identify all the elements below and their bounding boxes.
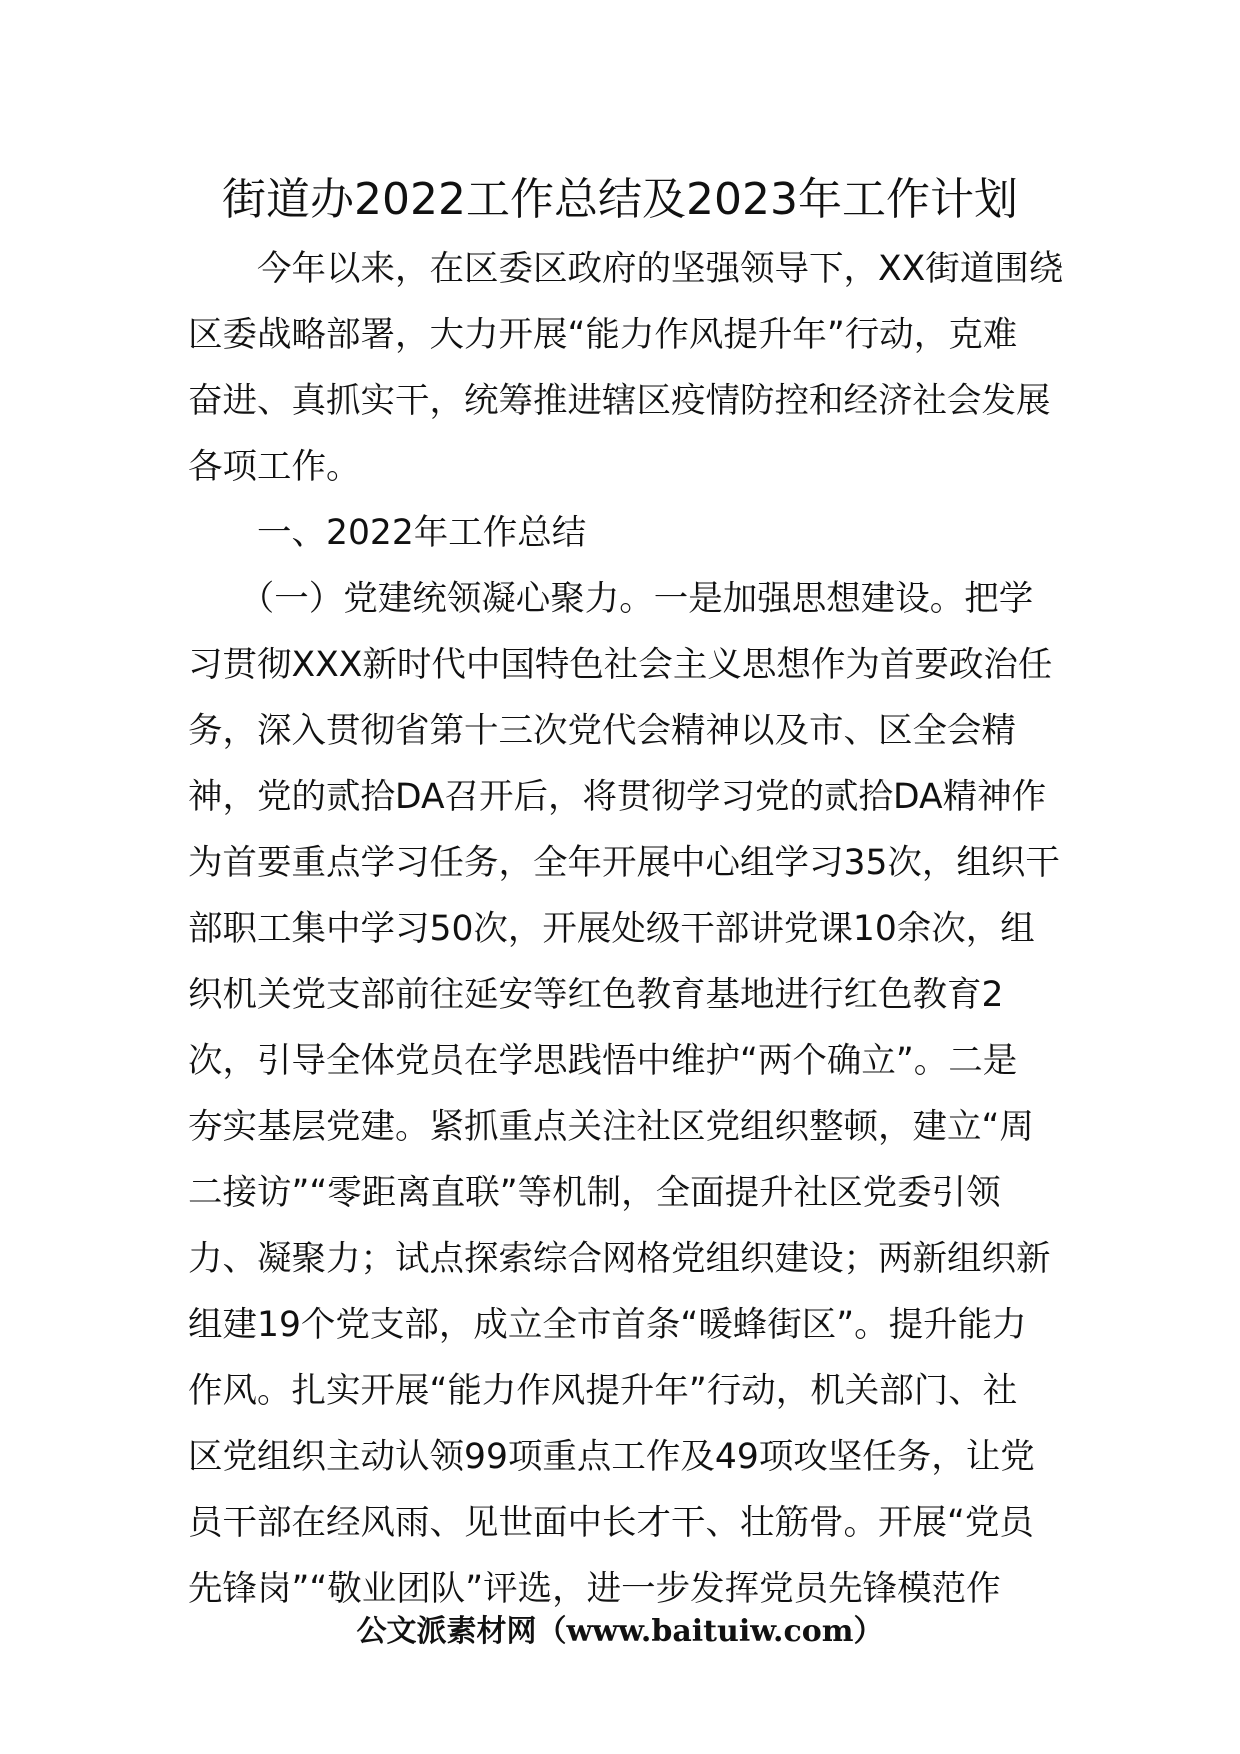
- paragraph-line: 织机关党支部前往延安等红色教育基地进行红色教育2: [188, 975, 1004, 1015]
- paragraph-line: 神，党的贰拾DA召开后，将贯彻学习党的贰拾DA精神作: [188, 777, 1047, 817]
- paragraph-line: 今年以来，在区委区政府的坚强领导下，XX街道围绕: [188, 249, 1064, 289]
- paragraph-line: 习贯彻XXX新时代中国特色社会主义思想作为首要政治任: [188, 645, 1053, 685]
- paragraph-line: 奋进、真抓实干，统筹推进辖区疫情防控和经济社会发展: [188, 381, 1051, 421]
- document-body: [188, 236, 1064, 1622]
- paragraph-line: 二接访”“零距离直联”等机制，全面提升社区党委引领: [188, 1173, 1001, 1213]
- paragraph-line: 员干部在经风雨、见世面中长才干、壮筋骨。开展“党员: [188, 1503, 1034, 1543]
- paragraph-line: 夯实基层党建。紧抓重点关注社区党组织整顿，建立“周: [188, 1107, 1034, 1147]
- paragraph-line: 部职工集中学习50次，开展处级干部讲党课10余次，组: [188, 909, 1035, 949]
- paragraph-line: 区委战略部署，大力开展“能力作风提升年”行动，克难: [188, 315, 1018, 355]
- paragraph-line: （一）党建统领凝心聚力。一是加强思想建设。把学: [188, 579, 1034, 619]
- paragraph-line: 区党组织主动认领99项重点工作及49项攻坚任务，让党: [188, 1437, 1035, 1477]
- paragraph-line: 先锋岗”“敬业团队”评选，进一步发挥党员先锋模范作: [188, 1569, 1001, 1609]
- paragraph-line: 组建19个党支部，成立全市首条“暖蜂街区”。提升能力: [188, 1305, 1027, 1345]
- paragraph-line: 力、凝聚力；试点探索综合网格党组织建设；两新组织新: [188, 1239, 1051, 1279]
- paragraph-line: 为首要重点学习任务，全年开展中心组学习35次，组织干: [188, 843, 1060, 883]
- watermark-footer: 公文派素材网（www.baituiw.com）: [356, 1614, 884, 1649]
- document-title: 街道办2022工作总结及2023年工作计划: [222, 174, 1018, 225]
- paragraph-line: 各项工作。: [188, 447, 361, 487]
- paragraph-line: 务，深入贯彻省第十三次党代会精神以及市、区全会精: [188, 711, 1016, 751]
- paragraph-line: 作风。扎实开展“能力作风提升年”行动，机关部门、社: [188, 1371, 1018, 1411]
- paragraph-line: 一、2022年工作总结: [188, 513, 587, 553]
- paragraph-line: 次，引导全体党员在学思践悟中维护“两个确立”。二是: [188, 1041, 1018, 1081]
